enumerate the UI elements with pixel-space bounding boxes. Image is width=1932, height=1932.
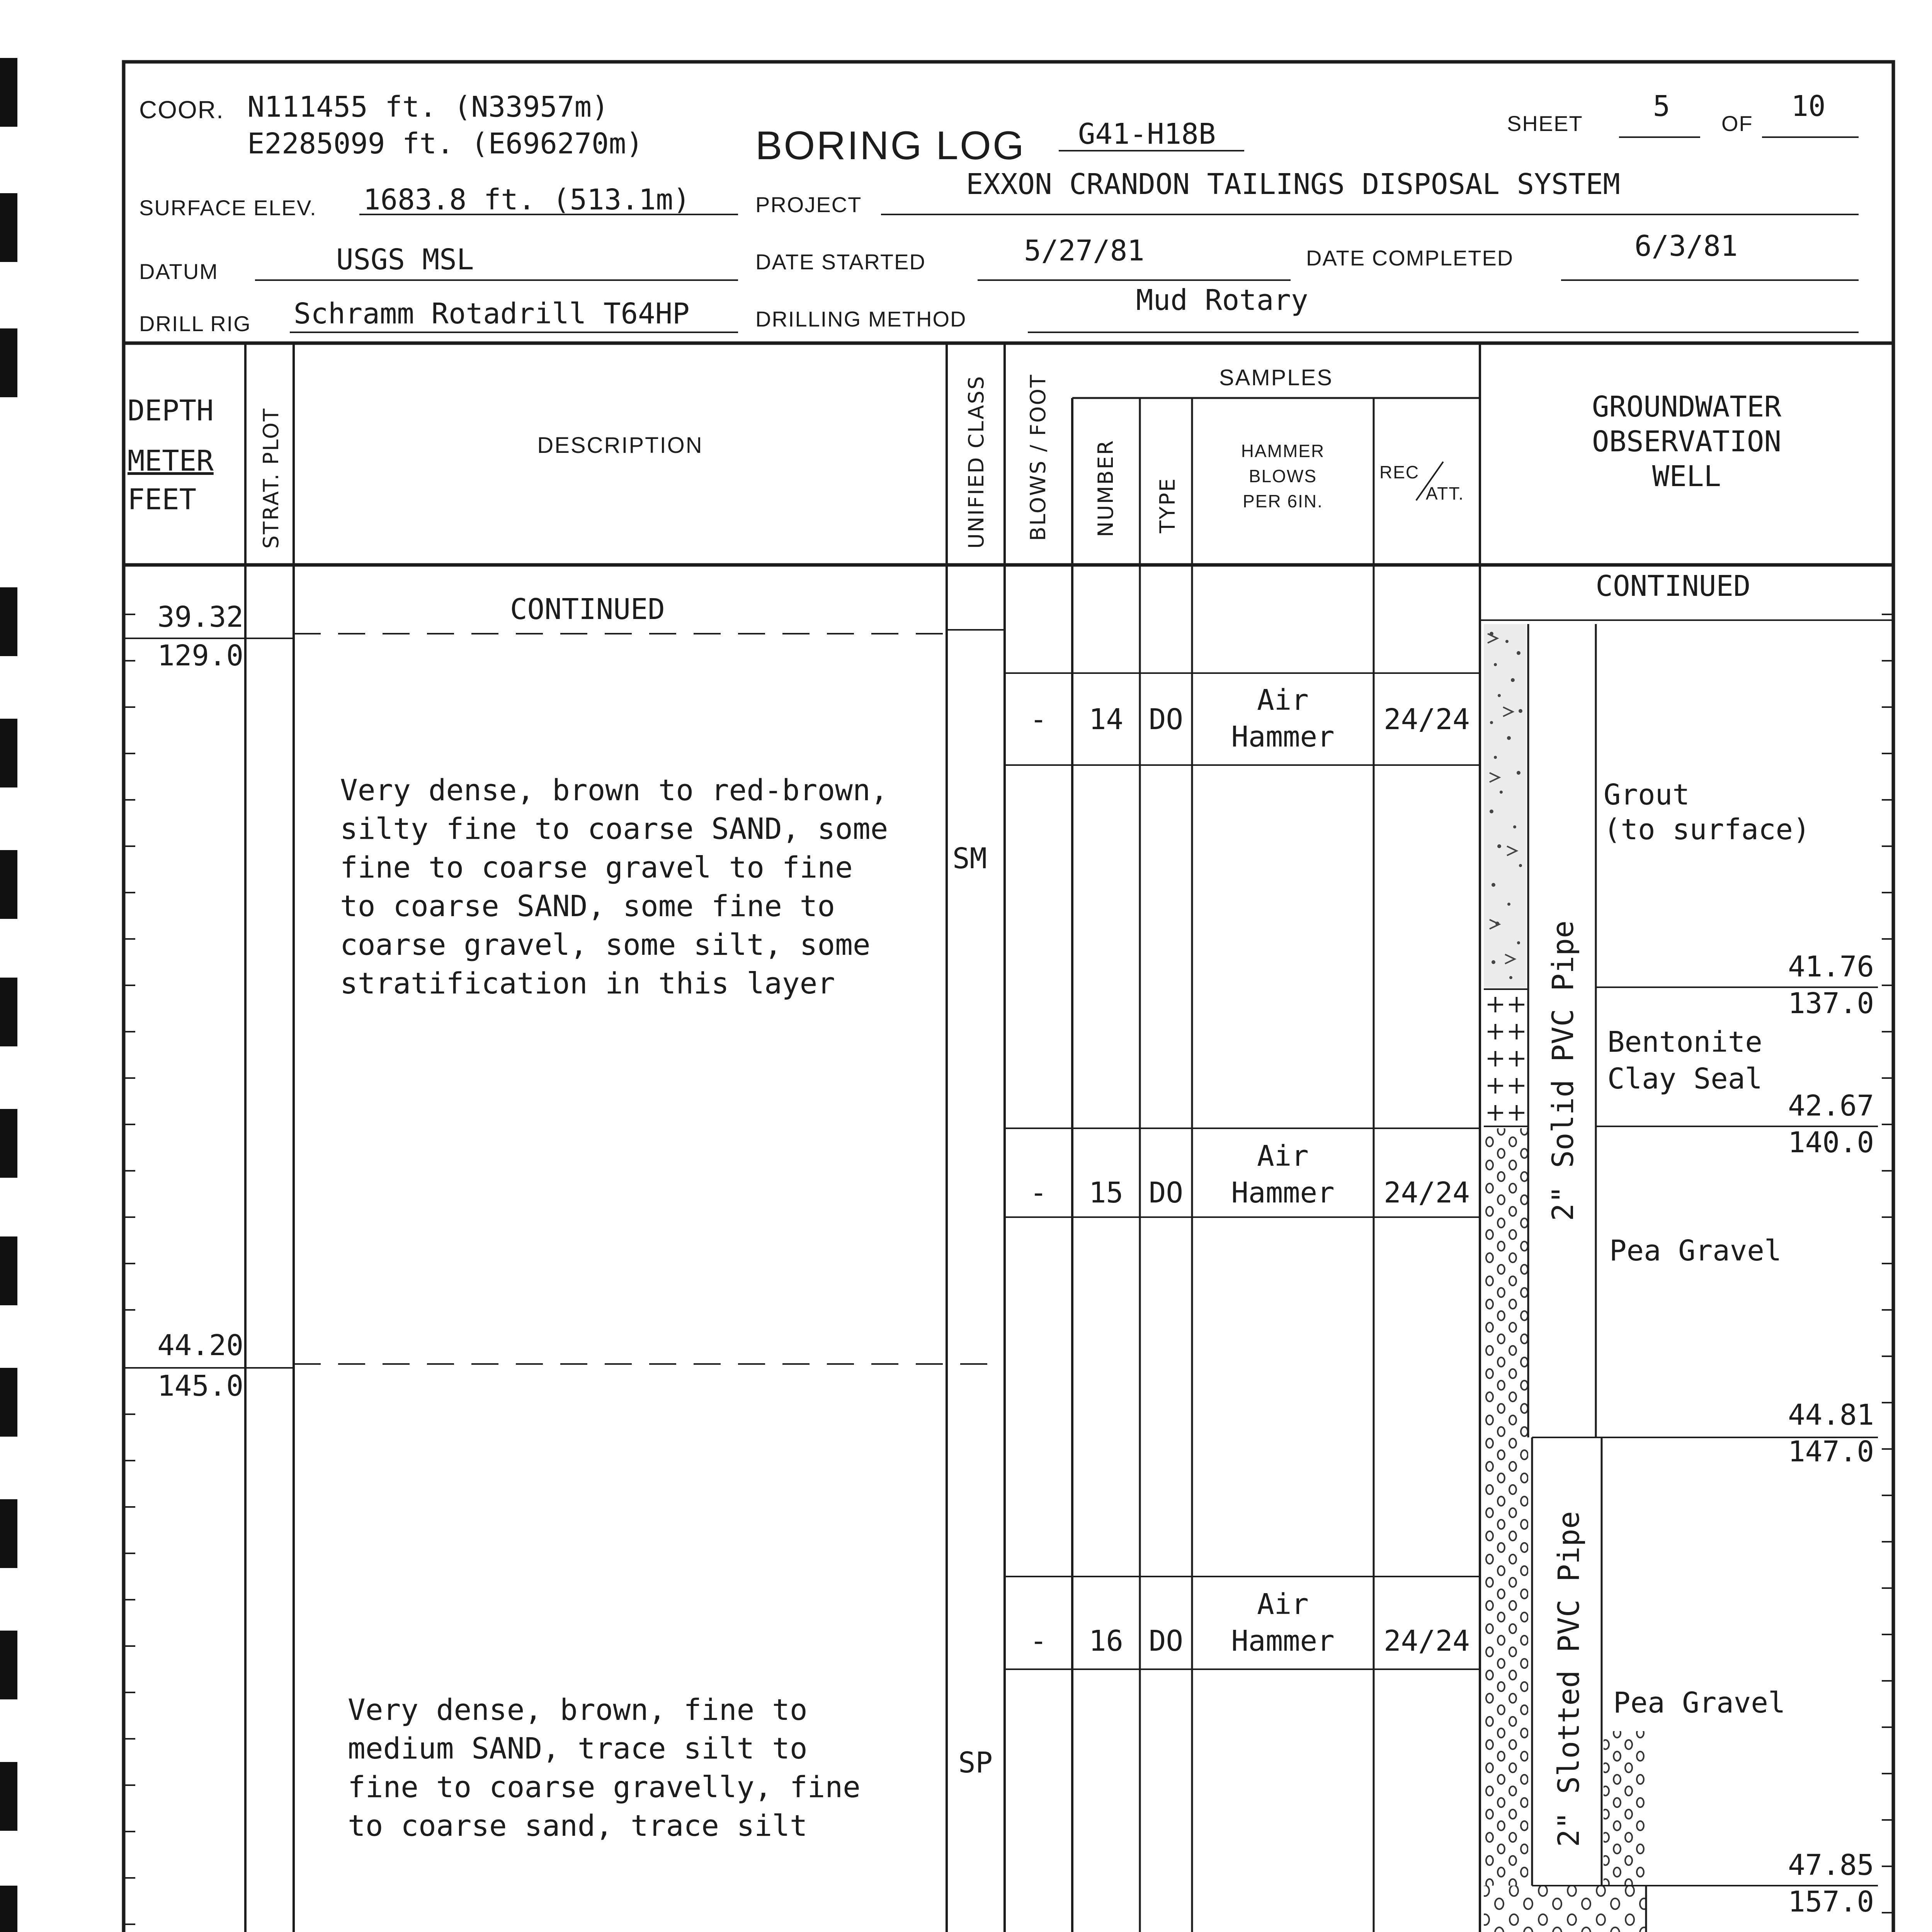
well-elev-ft-3: 147.0	[1788, 1435, 1874, 1468]
date-completed-label: DATE COMPLETED	[1306, 246, 1514, 270]
of-label: OF	[1721, 111, 1753, 136]
depth-ft-2: 145.0	[157, 1369, 243, 1403]
well-grout-label: Grout	[1604, 778, 1690, 811]
surface-elev-label: SURFACE ELEV.	[139, 196, 317, 220]
sample-hammer-1: Air	[1257, 1139, 1309, 1173]
sample-hammer-2: Hammer	[1231, 720, 1335, 753]
col-att: ATT.	[1426, 483, 1464, 503]
col-hammer-blows-3: PER 6IN.	[1243, 491, 1323, 511]
date-started-label: DATE STARTED	[755, 250, 926, 274]
col-type: TYPE	[1155, 477, 1180, 533]
col-number: NUMBER	[1094, 439, 1118, 537]
well-bentonite-sub: Clay Seal	[1607, 1062, 1762, 1095]
well-elev-m-4: 47.85	[1788, 1849, 1874, 1882]
sample-blows: -	[1030, 1624, 1047, 1658]
depth-m-2: 44.20	[157, 1329, 243, 1362]
project-value: EXXON CRANDON TAILINGS DISPOSAL SYSTEM	[966, 168, 1620, 201]
layer-description-1: Very dense, brown to red-brown, silty fine to coarse SAND, some fine to coarse gravel to fine to coarse SAND, some fine to coarse gravel, some silt, some stratification in this layer	[340, 773, 888, 1000]
document-title: BORING LOG	[755, 123, 1026, 168]
well-elev-ft-2: 140.0	[1788, 1126, 1874, 1159]
well-grout-sub: (to surface)	[1604, 813, 1810, 846]
well-elev-ft-1: 137.0	[1788, 987, 1874, 1020]
well-bentonite-label: Bentonite	[1607, 1026, 1762, 1059]
col-meter: METER	[128, 444, 214, 478]
col-samples: SAMPLES	[1219, 365, 1333, 390]
sample-recovery: 24/24	[1384, 1624, 1470, 1658]
col-blows-foot: BLOWS / FOOT	[1026, 374, 1050, 541]
depth-ft-1: 129.0	[157, 639, 243, 672]
well-pea-gravel-b: Pea Gravel	[1613, 1686, 1786, 1719]
date-started-value: 5/27/81	[1024, 234, 1145, 267]
depth-m-1: 39.32	[157, 600, 243, 634]
well-elev-m-2: 42.67	[1788, 1089, 1874, 1122]
project-label: PROJECT	[755, 192, 862, 217]
continued-well: CONTINUED	[1595, 570, 1751, 603]
col-gw-3: WELL	[1652, 460, 1721, 493]
sample-hammer-1: Air	[1257, 1588, 1309, 1621]
drilling-method-value: Mud Rotary	[1136, 284, 1308, 317]
sample-number: 14	[1088, 703, 1124, 736]
layer-description-2: Very dense, brown, fine to medium SAND, trace silt to fine to coarse gravelly, fine to coarse sand, trace silt	[348, 1692, 861, 1843]
col-gw-1: GROUNDWATER	[1592, 390, 1782, 423]
col-strat-plot: STRAT. PLOT	[259, 407, 283, 549]
well-elev-m-3: 44.81	[1788, 1398, 1874, 1432]
sample-hammer-2: Hammer	[1231, 1176, 1335, 1209]
coor-east: E2285099 ft. (E696270m)	[247, 127, 643, 160]
well-pea-gravel-a: Pea Gravel	[1609, 1234, 1782, 1267]
sheet-total: 10	[1791, 90, 1826, 123]
sample-blows: -	[1030, 703, 1047, 736]
coor-label: COOR.	[139, 96, 224, 124]
surface-elev-value: 1683.8 ft. (513.1m)	[363, 183, 690, 216]
datum-label: DATUM	[139, 259, 218, 284]
drill-rig-value: Schramm Rotadrill T64HP	[294, 297, 690, 330]
well-solid-pipe-label: 2" Solid PVC Pipe	[1546, 920, 1580, 1221]
sample-blows: -	[1030, 1176, 1047, 1209]
col-unified-class: UNIFIED CLASS	[964, 375, 988, 549]
drilling-method-label: DRILLING METHOD	[755, 307, 967, 331]
sample-type: DO	[1148, 1624, 1184, 1658]
sample-recovery: 24/24	[1384, 703, 1470, 736]
sheet-label: SHEET	[1507, 111, 1583, 136]
col-depth: DEPTH	[128, 394, 214, 427]
sample-hammer-2: Hammer	[1231, 1624, 1335, 1658]
datum-value: USGS MSL	[336, 243, 474, 276]
layer-class-2: SP	[958, 1746, 993, 1779]
sample-type: DO	[1148, 703, 1184, 736]
well-elev-ft-4: 157.0	[1788, 1885, 1874, 1918]
col-gw-2: OBSERVATION	[1592, 425, 1782, 458]
col-description: DESCRIPTION	[537, 433, 703, 458]
continued-top: CONTINUED	[510, 593, 665, 626]
coor-north: N111455 ft. (N33957m)	[247, 90, 609, 124]
col-feet: FEET	[128, 483, 197, 516]
date-completed-value: 6/3/81	[1634, 230, 1738, 263]
well-slotted-pipe-label: 2" Slotted PVC Pipe	[1551, 1511, 1586, 1847]
sample-number: 16	[1088, 1624, 1124, 1658]
sheet-number: 5	[1653, 90, 1670, 123]
layer-class-1: SM	[952, 842, 987, 875]
boring-id: G41-H18B	[1078, 117, 1216, 151]
well-elev-m-1: 41.76	[1788, 950, 1874, 983]
sample-recovery: 24/24	[1384, 1176, 1470, 1209]
sample-number: 15	[1088, 1176, 1124, 1209]
drill-rig-label: DRILL RIG	[139, 311, 251, 336]
col-hammer-blows-2: BLOWS	[1248, 466, 1317, 486]
col-rec: REC	[1379, 462, 1420, 482]
sample-hammer-1: Air	[1257, 684, 1309, 717]
col-hammer-blows-1: HAMMER	[1241, 441, 1325, 461]
sample-type: DO	[1148, 1176, 1184, 1209]
